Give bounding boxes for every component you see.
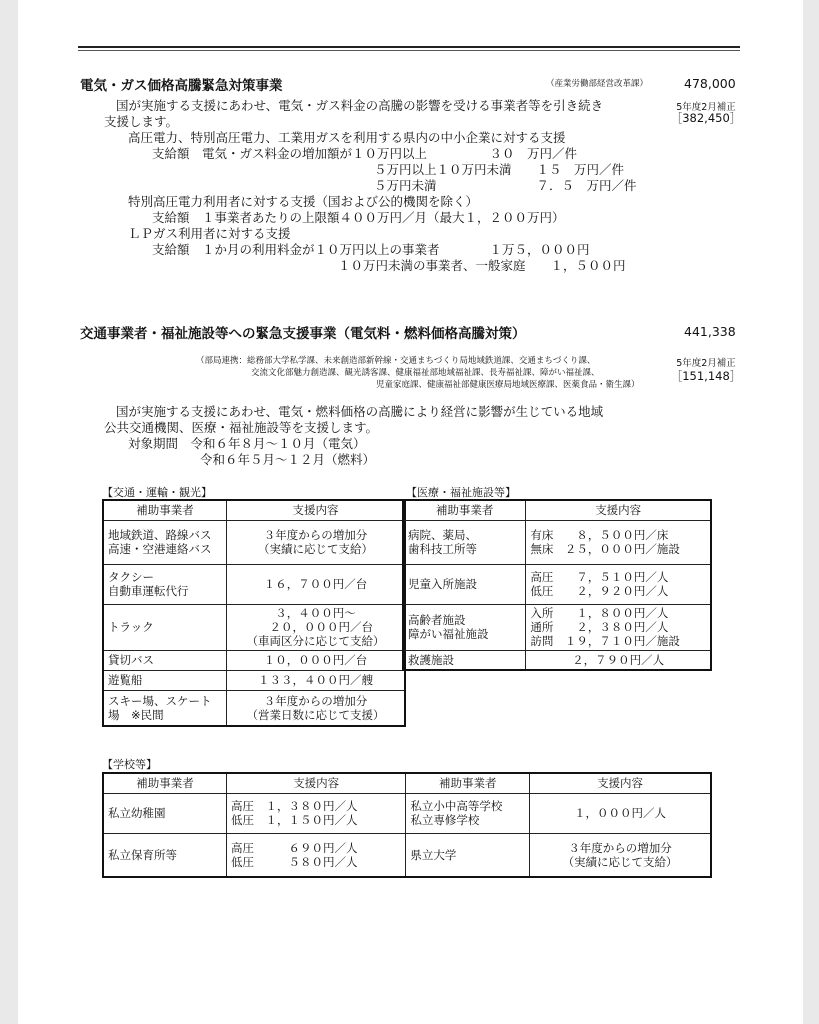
table-cell: １，０００円／人 bbox=[530, 793, 711, 833]
section1-prev-label: 5年度2月補正 bbox=[676, 102, 736, 113]
section1-prev-amount: ［382,450］ bbox=[670, 111, 742, 125]
table-cell: 私立幼稚園 bbox=[103, 793, 226, 833]
table-cell: ３年度からの増加分 （実績に応じて支給） bbox=[530, 833, 711, 877]
section1-line: ５万円以上１０万円未満 １５ 万円／件 bbox=[374, 162, 625, 177]
table-row bbox=[103, 793, 711, 833]
table-cell: １３３，４００円／艘 bbox=[226, 670, 405, 690]
column-header: 支援内容 bbox=[530, 773, 711, 793]
table-cell: １０，０００円／台 bbox=[226, 650, 405, 670]
section2-coordination: 児童家庭課、健康福祉部健康医療局地域医療課、医薬食品・衛生課） bbox=[376, 380, 640, 390]
section2-line: 公共交通機関、医療・福祉施設等を支援します。 bbox=[104, 420, 379, 435]
section1-line: １０万円未満の事業者、一般家庭 １，５００円 bbox=[338, 258, 626, 273]
medical-label: 【医療・福祉施設等】 bbox=[406, 486, 516, 499]
table-row bbox=[103, 604, 405, 650]
column-header: 補助事業者 bbox=[403, 500, 526, 520]
table-row bbox=[103, 670, 405, 690]
top-rule-thin bbox=[78, 50, 740, 51]
section1-line: 国が実施する支援にあわせ、電気・ガス料金の高騰の影響を受ける事業者等を引き続き bbox=[116, 98, 604, 113]
school-table bbox=[102, 772, 712, 878]
column-header: 支援内容 bbox=[526, 500, 711, 520]
section2-title: 交通事業者・福祉施設等への緊急支援事業（電気料・燃料価格高騰対策） bbox=[80, 326, 526, 342]
table-cell: 県立大学 bbox=[406, 833, 530, 877]
section2-prev-amount: ［151,148］ bbox=[670, 369, 742, 383]
section1-line: 支給額 １事業者あたりの上限額４００万円／月（最大１，２００万円） bbox=[152, 210, 565, 225]
section2-line: 国が実施する支援にあわせ、電気・燃料価格の高騰により経営に影響が生じている地域 bbox=[116, 404, 604, 419]
table-cell: 地域鉄道、路線バス 高速・空港連絡バス bbox=[103, 520, 226, 564]
section1-amount: 478,000 bbox=[684, 76, 736, 91]
table-cell: スキー場、スケート 場 ※民間 bbox=[103, 690, 226, 726]
table-cell: 高圧 ７，５１０円／人 低圧 ２，９２０円／人 bbox=[526, 564, 711, 604]
section1-title: 電気・ガス価格高騰緊急対策事業 bbox=[80, 78, 283, 94]
table-cell: 有床 ８，５００円／床 無床 ２５，０００円／施設 bbox=[526, 520, 711, 564]
table-cell: 救護施設 bbox=[403, 650, 526, 670]
transport-label: 【交通・運輸・観光】 bbox=[102, 486, 212, 499]
table-row bbox=[103, 520, 405, 564]
section1-line: 支援します。 bbox=[104, 114, 179, 129]
table-cell: 高圧 １，３８０円／人 低圧 １，１５０円／人 bbox=[226, 793, 405, 833]
section1-line: 支給額 １か月の利用料金が１０万円以上の事業者 １万５，０００円 bbox=[152, 242, 590, 257]
table-cell: 病院、薬局、 歯科技工所等 bbox=[403, 520, 526, 564]
table-cell: ３年度からの増加分 （営業日数に応じて支援） bbox=[226, 690, 405, 726]
table-cell: ２，７９０円／人 bbox=[526, 650, 711, 670]
column-header: 支援内容 bbox=[226, 500, 405, 520]
medical-table bbox=[402, 499, 712, 671]
table-cell: タクシー 自動車運転代行 bbox=[103, 564, 226, 604]
table-cell: １６，７００円／台 bbox=[226, 564, 405, 604]
section1-line: 特別高圧電力利用者に対する支援（国および公的機関を除く） bbox=[128, 194, 479, 209]
school-label: 【学校等】 bbox=[102, 758, 157, 771]
section2-coordination: （部局連携：総務部大学私学課、未来創造部新幹線・交通まちづくり局地域鉄道課、交通まちづくり課、 bbox=[196, 356, 596, 366]
table-cell: 高齢者施設 障がい福祉施設 bbox=[403, 604, 526, 650]
table-row bbox=[103, 564, 405, 604]
table-cell: 児童入所施設 bbox=[403, 564, 526, 604]
column-header: 補助事業者 bbox=[406, 773, 530, 793]
table-cell: ３年度からの増加分 （実績に応じて支給） bbox=[226, 520, 405, 564]
table-row bbox=[403, 520, 711, 564]
column-header: 支援内容 bbox=[226, 773, 405, 793]
section2-amount: 441,338 bbox=[684, 324, 736, 339]
section2-line: 令和６年５月～１２月（燃料） bbox=[200, 452, 376, 467]
document-page bbox=[18, 0, 803, 1024]
section1-line: 支給額 電気・ガス料金の増加額が１０万円以上 ３０ 万円／件 bbox=[152, 146, 578, 161]
section1-line: ５万円未満 ７．５ 万円／件 bbox=[374, 178, 637, 193]
section1-line: 高圧電力、特別高圧電力、工業用ガスを利用する県内の中小企業に対する支援 bbox=[128, 130, 566, 145]
table-row bbox=[403, 604, 711, 650]
table-row bbox=[403, 650, 711, 670]
table-cell: 遊覧船 bbox=[103, 670, 226, 690]
table-row bbox=[403, 564, 711, 604]
column-header: 補助事業者 bbox=[103, 500, 226, 520]
table-cell: ３，４００円～ ２０，０００円／台 （車両区分に応じて支給） bbox=[226, 604, 405, 650]
table-row bbox=[103, 650, 405, 670]
section2-line: 対象期間 令和６年８月～１０月（電気） bbox=[128, 436, 366, 451]
table-cell: 入所 １，８００円／人 通所 ２，３８０円／人 訪問 １９，７１０円／施設 bbox=[526, 604, 711, 650]
section2-coordination: 交流文化部魅力創造課、観光誘客課、健康福祉部地域福祉課、長寿福祉課、障がい福祉課、 bbox=[251, 368, 600, 378]
table-cell: 私立保育所等 bbox=[103, 833, 226, 877]
table-cell: 高圧 ６９０円／人 低圧 ５８０円／人 bbox=[226, 833, 405, 877]
table-cell: トラック bbox=[103, 604, 226, 650]
column-header: 補助事業者 bbox=[103, 773, 226, 793]
table-cell: 私立小中高等学校 私立専修学校 bbox=[406, 793, 530, 833]
section1-line: ＬＰガス利用者に対する支援 bbox=[128, 226, 291, 241]
table-row bbox=[103, 690, 405, 726]
section1-dept: （産業労働部経営改革課） bbox=[546, 79, 649, 89]
table-row bbox=[103, 833, 711, 877]
section2-prev-label: 5年度2月補正 bbox=[676, 358, 736, 369]
transport-table bbox=[102, 499, 406, 727]
table-cell: 貸切バス bbox=[103, 650, 226, 670]
top-rule bbox=[78, 46, 740, 48]
